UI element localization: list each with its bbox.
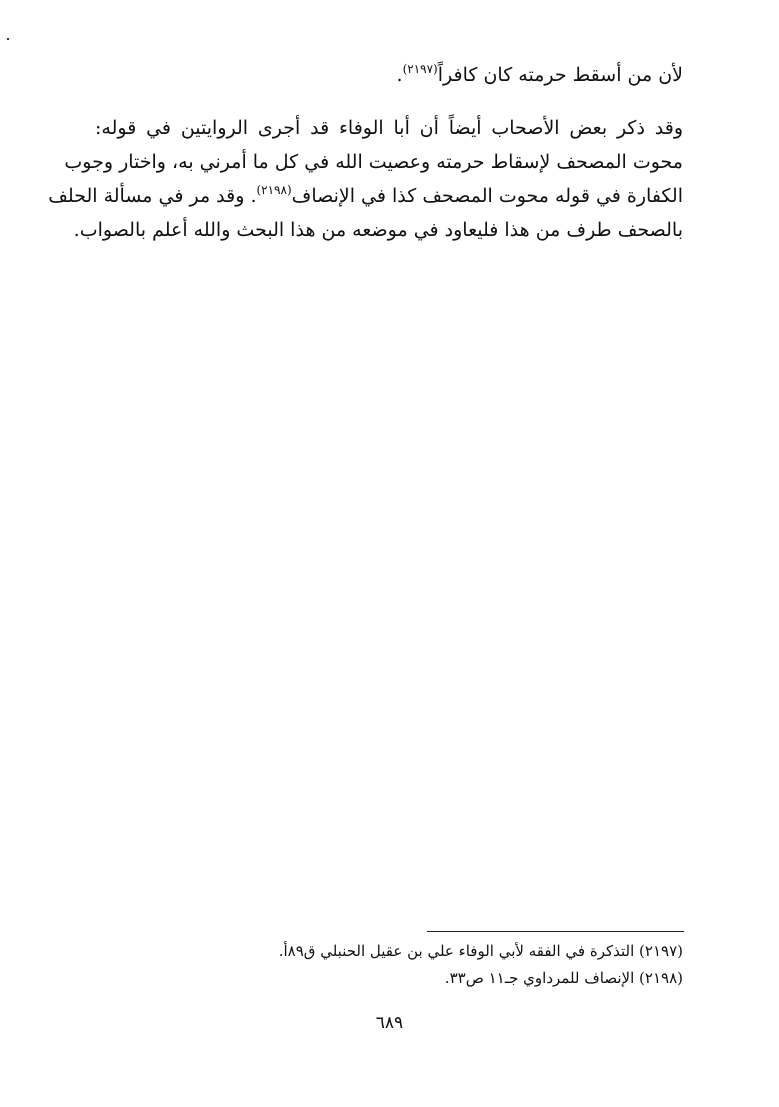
scan-speck [7,38,9,40]
body-text-tail: . [396,64,403,86]
body-text: الكفارة في قوله محوت المصحف كذا في الإنصاف [291,185,683,207]
footnote: (٢١٩٨) الإنصاف للمرداوي جـ١١ ص٣٣. [444,969,683,987]
body-text: . وقد مر في مسألة الحلف [48,185,257,207]
footnote-ref: (٢١٩٨) [256,183,292,197]
body-text: لأن من أسقط حرمته كان كافراً [437,64,683,86]
footnote: (٢١٩٧) التذكرة في الفقه لأبي الوفاء علي بن عقيل الحنبلي ق٨٩أ. [278,942,683,960]
body-line [95,58,683,92]
body-line: بالصحف طرف من هذا فليعاود في موضعه من هذا البحث والله أعلم بالصواب. [73,219,683,241]
page-number: ٦٨٩ [375,1013,404,1033]
body-line: وقد ذكر بعض الأصحاب أيضاً أن أبا الوفاء قد أجرى الروايتين في قوله: [95,117,683,139]
body-paragraph [48,111,683,247]
body-line [48,179,683,213]
footnote-ref: (٢١٩٧) [402,62,438,76]
body-line: محوت المصحف لإسقاط حرمته وعصيت الله في كل ما أمرني به، واختار وجوب [64,151,683,173]
footnotes [95,938,683,992]
footnote-separator [427,931,684,932]
opening-line [95,58,683,92]
